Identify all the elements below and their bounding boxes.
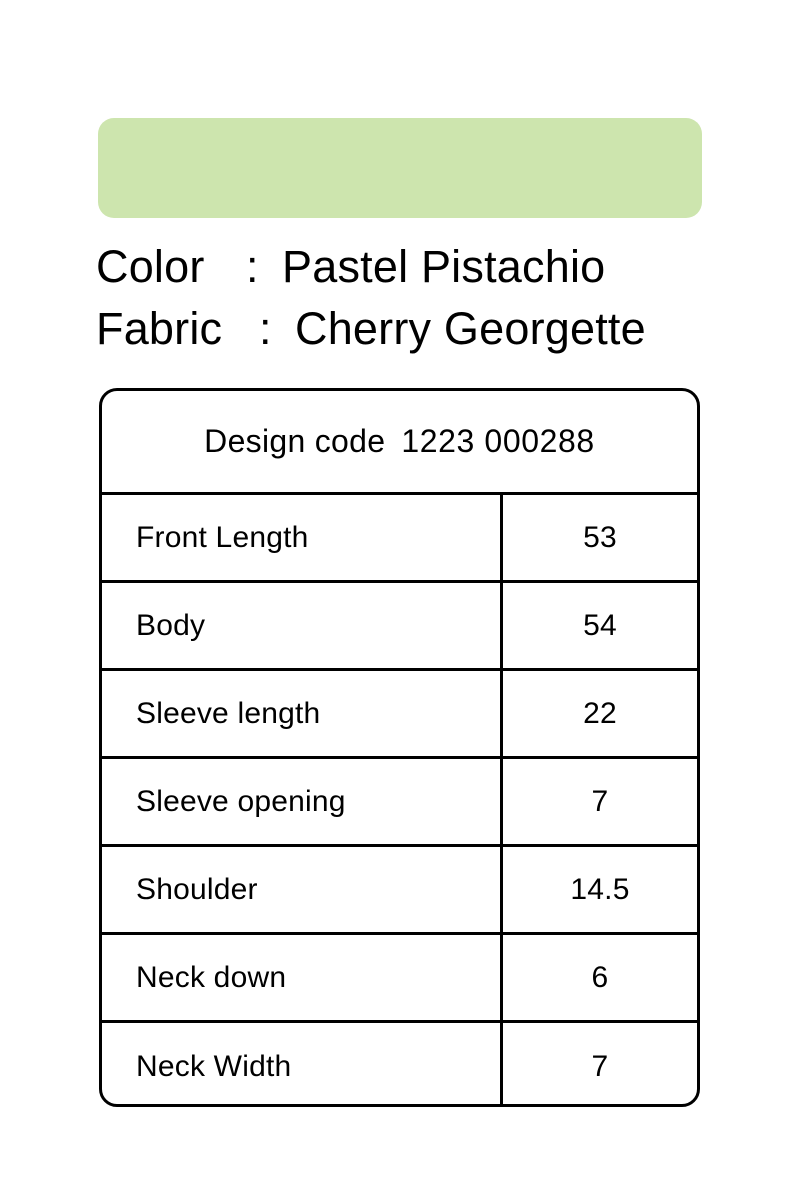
fabric-line — [96, 298, 736, 360]
table-row — [102, 583, 697, 671]
row-label: Neck down — [102, 935, 503, 1020]
row-value: 7 — [591, 784, 609, 818]
row-value: 6 — [591, 960, 609, 994]
measurements-table — [99, 388, 700, 1107]
row-value: 53 — [583, 520, 617, 554]
row-value: 7 — [591, 1050, 609, 1083]
fabric-value: Cherry Georgette — [295, 303, 646, 354]
fabric-separator: : — [259, 303, 272, 354]
row-label: Shoulder — [102, 847, 503, 932]
table-row — [102, 671, 697, 759]
color-line — [96, 236, 736, 298]
spec-summary — [96, 236, 736, 360]
row-label: Neck Width — [102, 1023, 503, 1107]
color-swatch — [98, 118, 702, 218]
row-label: Body — [102, 583, 503, 668]
fabric-label: Fabric — [96, 303, 223, 354]
design-code-label: Design code — [204, 423, 386, 459]
row-label: Sleeve length — [102, 671, 503, 756]
row-value: 22 — [583, 696, 617, 730]
row-value: 54 — [583, 608, 617, 642]
design-code-value: 1223 000288 — [401, 423, 595, 459]
table-header — [102, 391, 697, 495]
color-label: Color — [96, 241, 205, 292]
table-row — [102, 1023, 697, 1107]
row-label: Front Length — [102, 495, 503, 580]
table-row — [102, 847, 697, 935]
table-row — [102, 935, 697, 1023]
color-value: Pastel Pistachio — [282, 241, 606, 292]
row-label: Sleeve opening — [102, 759, 503, 844]
table-row — [102, 495, 697, 583]
color-separator: : — [246, 241, 259, 292]
table-row — [102, 759, 697, 847]
row-value: 14.5 — [570, 872, 630, 906]
